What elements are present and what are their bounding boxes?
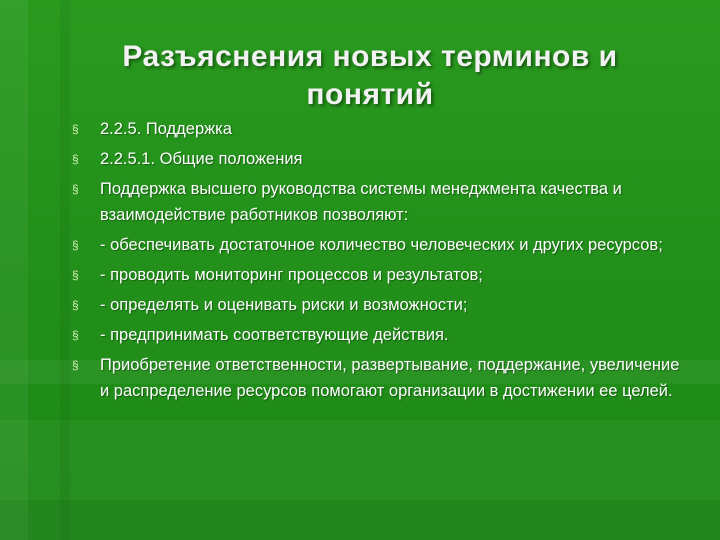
bullet-item	[72, 352, 692, 404]
bullet-item	[72, 176, 692, 228]
bullet-text: - проводить мониторинг процессов и результатов;	[100, 266, 483, 284]
bullet-text: 2.2.5. Поддержка	[100, 120, 232, 138]
bullet-marker-icon: §	[72, 268, 79, 282]
bullet-text: - предпринимать соответствующие действия.	[100, 326, 449, 344]
background-stripe	[0, 500, 720, 540]
bullet-marker-icon: §	[72, 328, 79, 342]
bullet-text: Поддержка высшего руководства системы менеджмента качества и взаимодействие работников позволяют:	[100, 180, 622, 224]
bullet-item	[72, 232, 692, 258]
bullet-marker-icon: §	[72, 152, 79, 166]
bullet-text: 2.2.5.1. Общие положения	[100, 150, 303, 168]
bullet-item	[72, 262, 692, 288]
bullet-item	[72, 292, 692, 318]
bullet-marker-icon: §	[72, 122, 79, 136]
bullet-list	[72, 116, 692, 404]
bullet-text: Приобретение ответственности, развертывание, поддержание, увеличение и распределение ресурсов помогают организации в достижении ее целей.	[100, 356, 680, 400]
bullet-item	[72, 116, 692, 142]
bullet-text: - обеспечивать достаточное количество человеческих и других ресурсов;	[100, 236, 663, 254]
bullet-marker-icon: §	[72, 182, 79, 196]
bullet-marker-icon: §	[72, 298, 79, 312]
bullet-item	[72, 322, 692, 348]
bullet-marker-icon: §	[72, 358, 79, 372]
bullet-text: - определять и оценивать риски и возможности;	[100, 296, 468, 314]
bullet-item	[72, 146, 692, 172]
slide-title: Разъяснения новых терминов и понятий	[122, 40, 618, 111]
bullet-marker-icon: §	[72, 238, 79, 252]
